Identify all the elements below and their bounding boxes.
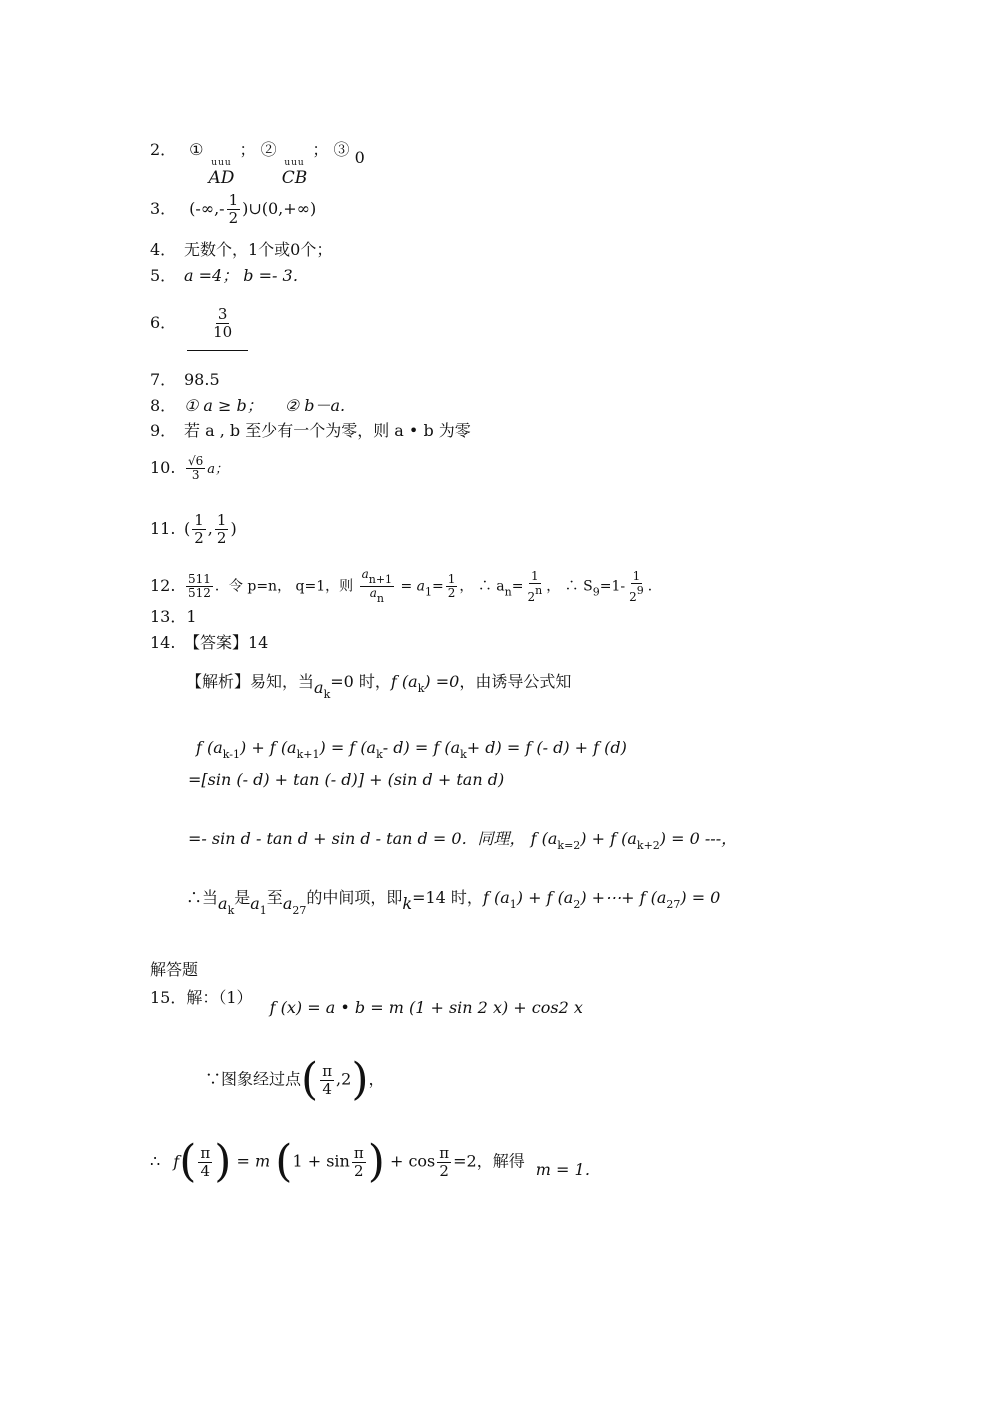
vector-cb: uuu CB: [281, 158, 308, 188]
answer-13: 13．1: [150, 607, 197, 626]
answer-2: 2． ① uuu AD ； ② uuu CB ； ③ 0: [150, 140, 365, 188]
right-paren: ): [351, 1054, 369, 1105]
fraction: $\frac{1}{2}$: [447, 572, 456, 600]
fraction: $\frac{\pi}{2}$: [439, 1143, 450, 1180]
vector-ad: uuu AD: [208, 158, 235, 188]
fraction: $\frac{\pi}{4}$: [322, 1061, 333, 1098]
answer-8: 8． ① a ≥ b； ② b－a.: [150, 396, 346, 415]
fraction: $\frac{3}{10}$: [213, 305, 233, 341]
fraction: $\frac{\pi}{2}$: [353, 1143, 364, 1180]
fraction: $\frac{1}{2}$: [228, 191, 239, 227]
section-title: 解答题: [150, 960, 199, 979]
analysis-line-2: f $(a_{k-1}) + f$ $(a_{k+1}) = f$ ($a_k-$ d) = f $(a_k+ d) = f$ (- d) + f (d): [196, 738, 627, 761]
analysis-line-3: =[sin (- d) + tan (- d)] + (sin d + tan d): [188, 770, 505, 789]
answer-7: 7． 98.5: [150, 370, 220, 389]
answer-6: 6． $\frac{3}{10}$: [150, 305, 233, 341]
answer-9: 9． 若 a , b 至少有一个为零，则 a • b 为零: [150, 421, 471, 440]
answer-3: 3． (-∞,- $\frac{1}{2}$ )∪(0,+∞): [150, 191, 317, 227]
left-paren: (: [301, 1054, 319, 1105]
answer-5: 5． a =4； b =- 3．: [150, 266, 309, 285]
answer-12: 12. $\frac{511}{512}$ ．令 p=n， q=1，则 $\frac{an+1}{an}$ = $a_1=$ $\frac{1}{2}$ ， ∴ $a_n=$ $\frac{1}{2n}$ ， ∴ $S_9=1-$ $\frac{1}{29}$ ．: [150, 567, 662, 605]
fraction: $\frac{511}{512}$: [188, 572, 211, 600]
fraction: $\frac{\pi}{4}$: [200, 1143, 211, 1180]
fraction: $\frac{1}{2n}$: [527, 568, 543, 604]
analysis-line-4: =- sin d - tan d + sin d - tan d = 0．同理， f $(a_{k=2}) + f$ $(a_{k+2}) = 0$ ---，: [188, 829, 738, 852]
answer-11: 11. ( $\frac{1}{2}$ , $\frac{1}{2}$ ): [150, 511, 237, 547]
fraction: $\frac{√6}{3}$: [188, 454, 204, 482]
answer-14: 14. 【答案】14: [150, 633, 269, 652]
q15-line-1: 15．解：（1） f (x) = a • b = m (1 + sin 2 x) + cos2 x: [150, 988, 583, 1017]
q15-line-3: ∴ f( $\frac{\pi}{4}$ ) = m (1 + sin $\frac{\pi}{2}$ ) + cos $\frac{\pi}{2}$ =2，解得 m = 1．: [150, 1136, 601, 1187]
answer-4: 4． 无数个，1个或0个；: [150, 240, 333, 259]
fraction: $\frac{an+1}{an}$: [361, 567, 393, 605]
fraction: $\frac{1}{2}$: [216, 511, 227, 547]
fraction: $\frac{1}{29}$: [629, 568, 644, 604]
analysis-line-5: ∴当$a_k$是$a_1$至$a_{27}$的中间项，即k=14 时，f $(a_1) + f$ $(a_2)$ +⋯+ f $(a_{27}) = 0$: [186, 888, 721, 917]
underline: [187, 350, 248, 351]
analysis-line-1: 【解析】易知，当$a_k=0$ 时，f $(a_k) =0$，由诱导公式知: [186, 672, 572, 701]
answer-10: 10. $\frac{√6}{3}$ a；: [150, 454, 229, 482]
q15-line-2: ∵图象经过点( $\frac{\pi}{4}$ ,2)，: [205, 1054, 385, 1105]
fraction: $\frac{1}{2}$: [194, 511, 204, 547]
